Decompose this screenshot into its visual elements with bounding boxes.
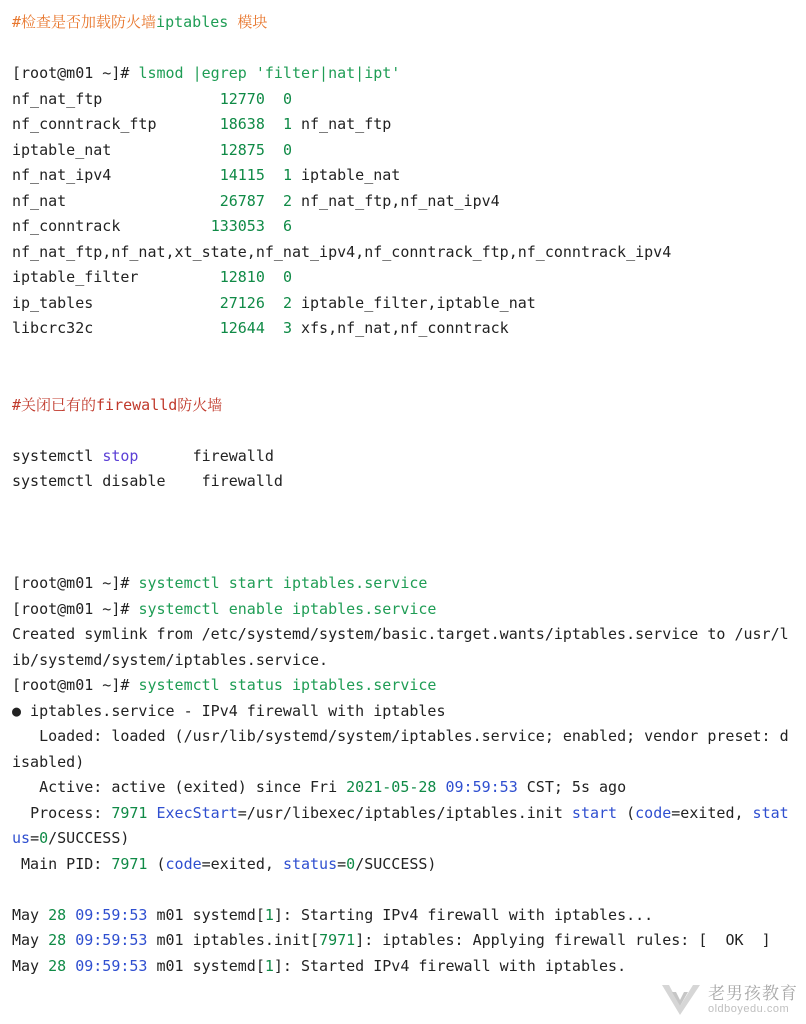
text-segment: #检查是否加载防火墙	[12, 13, 157, 31]
terminal-line	[12, 189, 794, 215]
text-segment: ]: Started IPv4 firewall with iptables.	[273, 956, 627, 975]
text-segment: 26787	[219, 191, 265, 210]
terminal-line	[12, 597, 794, 623]
text-segment: 6	[282, 217, 292, 235]
text-segment	[138, 268, 219, 286]
text-segment: 18638	[219, 115, 265, 133]
terminal-line	[12, 469, 794, 495]
terminal-line	[12, 801, 794, 852]
text-segment: 0	[282, 140, 292, 159]
text-segment: 28	[48, 956, 67, 975]
text-segment: 28	[48, 905, 67, 924]
terminal-line	[12, 852, 794, 878]
text-segment: 0	[282, 268, 292, 286]
terminal-line	[12, 444, 794, 470]
watermark-subtitle: oldboyedu.com	[708, 1003, 790, 1016]
text-segment: =/usr/libexec/iptables/iptables.init	[237, 803, 572, 822]
text-segment: 0	[282, 89, 292, 108]
text-segment: 0	[346, 854, 356, 873]
terminal-line	[12, 673, 794, 699]
text-segment: 12644	[219, 319, 265, 337]
terminal-line	[12, 138, 794, 164]
text-segment	[265, 217, 283, 235]
text-segment: =exited,	[671, 803, 753, 822]
text-segment: =	[337, 854, 347, 873]
text-segment: /SUCCESS)	[355, 854, 437, 873]
comment-line	[12, 10, 794, 36]
text-segment: status	[282, 854, 338, 873]
text-segment: [root@m01 ~]#	[12, 599, 139, 618]
text-segment: =	[30, 829, 40, 847]
terminal-line	[12, 954, 794, 980]
watermark-title: 老男孩教育	[708, 983, 798, 1003]
text-segment: 09:59:53	[445, 778, 518, 796]
text-segment: code	[165, 854, 202, 873]
text-segment: Loaded: loaded (/usr/lib/systemd/system/iptables.service; enabled; vendor preset: disabled)	[12, 727, 789, 771]
blank-line	[12, 520, 794, 546]
text-segment: Created symlink from /etc/systemd/system/basic.target.wants/iptables.service to /usr/lib/systemd/system/iptables.service.	[12, 625, 789, 669]
text-segment: ]: Starting IPv4 firewall with iptables...	[273, 905, 654, 924]
text-segment: 2	[282, 191, 292, 210]
text-segment	[111, 166, 219, 184]
text-segment: /SUCCESS)	[48, 829, 130, 847]
terminal-line	[12, 903, 794, 929]
text-segment: m01 systemd[	[147, 956, 265, 975]
blank-line	[12, 546, 794, 572]
terminal-line	[12, 316, 794, 342]
text-segment	[120, 217, 210, 235]
text-segment: nf_nat_ftp	[291, 115, 392, 133]
text-segment: stop	[102, 446, 139, 465]
text-segment: 1	[282, 115, 292, 133]
text-segment: 3	[282, 319, 292, 337]
text-segment: systemctl enable iptables.service	[138, 599, 437, 618]
text-segment: 27126	[219, 293, 265, 312]
text-segment: 1	[282, 166, 292, 184]
text-segment: libcrc32c	[12, 319, 94, 337]
text-segment: 14115	[219, 166, 265, 184]
text-segment	[265, 90, 283, 108]
text-segment: ip_tables	[12, 293, 94, 312]
text-segment: 12810	[219, 268, 265, 286]
terminal-line	[12, 214, 794, 240]
text-segment: 模块	[228, 13, 268, 31]
text-segment	[93, 294, 219, 312]
text-segment: nf_nat_ipv4	[12, 166, 112, 184]
terminal-line	[12, 87, 794, 113]
terminal-line	[12, 291, 794, 317]
text-segment: (	[147, 854, 166, 873]
text-segment: lsmod |egrep 'filter|nat|ipt'	[138, 64, 401, 82]
text-segment: [root@m01 ~]#	[12, 676, 139, 694]
text-segment: iptable_nat	[12, 140, 112, 159]
text-segment: Process:	[12, 803, 112, 822]
text-segment: nf_nat	[12, 191, 67, 210]
blank-line	[12, 342, 794, 368]
text-segment	[265, 268, 283, 286]
text-segment: #关闭已有的firewalld防火墙	[12, 395, 223, 414]
text-segment: m01 systemd[	[147, 905, 265, 924]
blank-line	[12, 418, 794, 444]
terminal-line	[12, 571, 794, 597]
text-segment: May	[12, 956, 49, 975]
text-segment	[102, 90, 219, 108]
text-segment: 12875	[219, 140, 265, 159]
text-segment	[265, 141, 283, 159]
blank-line	[12, 367, 794, 393]
text-segment: 12770	[219, 89, 265, 108]
text-segment: nf_nat_ftp,nf_nat,xt_state,nf_nat_ipv4,nf_conntrack_ftp,nf_conntrack_ipv4	[12, 242, 672, 261]
text-segment: May	[12, 905, 49, 924]
text-segment: nf_nat_ftp,nf_nat_ipv4	[291, 191, 500, 210]
text-segment: systemctl start iptables.service	[138, 574, 428, 592]
text-segment: 09:59:53	[75, 956, 148, 975]
terminal-line	[12, 61, 794, 87]
v-mark-icon	[660, 982, 702, 1018]
text-segment: systemctl disable firewalld	[12, 472, 283, 490]
text-segment	[66, 957, 75, 975]
text-segment: ExecStart	[156, 803, 238, 822]
text-segment: iptable_filter	[12, 268, 139, 286]
text-segment: iptable_filter,iptable_nat	[291, 293, 536, 312]
blank-line	[12, 495, 794, 521]
text-segment: 7971	[111, 854, 148, 873]
text-segment: [root@m01 ~]#	[12, 64, 139, 82]
text-segment: May	[12, 931, 49, 949]
terminal-line	[12, 775, 794, 801]
text-segment: 28	[48, 931, 67, 949]
text-segment: 0	[39, 829, 49, 847]
text-segment	[265, 294, 283, 312]
blank-line	[12, 877, 794, 903]
watermark-text	[708, 985, 798, 1016]
text-segment: 09:59:53	[75, 931, 148, 949]
terminal-line	[12, 265, 794, 291]
document-body	[12, 10, 794, 979]
text-segment	[66, 906, 75, 924]
text-segment: Active: active (exited) since Fri	[12, 778, 347, 796]
text-segment	[265, 192, 283, 210]
text-segment	[66, 192, 220, 210]
text-segment: iptable_nat	[291, 166, 401, 184]
text-segment: 2021-05-28	[346, 778, 437, 796]
terminal-line	[12, 724, 794, 775]
watermark	[660, 982, 798, 1018]
text-segment: m01 iptables.init[	[147, 931, 320, 949]
text-segment	[157, 115, 220, 133]
text-segment	[265, 166, 283, 184]
text-segment: nf_nat_ftp	[12, 89, 103, 108]
text-segment: nf_conntrack_ftp	[12, 115, 157, 133]
terminal-line	[12, 928, 794, 954]
text-segment	[265, 319, 283, 337]
text-segment: 7971	[319, 931, 356, 949]
terminal-line	[12, 240, 794, 266]
text-segment: nf_conntrack	[12, 217, 121, 235]
terminal-line	[12, 622, 794, 673]
text-segment: code	[635, 803, 672, 822]
text-segment: 7971	[111, 803, 148, 822]
text-segment: CST; 5s ago	[517, 778, 627, 796]
text-segment: 1	[264, 905, 274, 924]
text-segment	[111, 141, 219, 159]
text-segment: ]: iptables: Applying firewall rules: [ OK ]	[355, 931, 771, 949]
terminal-line	[12, 163, 794, 189]
text-segment: firewalld	[138, 446, 274, 465]
text-segment	[265, 115, 283, 133]
text-segment: (	[617, 803, 636, 822]
text-segment: ● iptables.service - IPv4 firewall with iptables	[12, 701, 446, 720]
text-segment: iptables	[156, 13, 229, 31]
text-segment: start	[571, 803, 618, 822]
text-segment: systemctl status iptables.service	[138, 676, 437, 694]
text-segment: Main PID:	[12, 854, 112, 873]
terminal-line	[12, 699, 794, 725]
text-segment	[93, 319, 219, 337]
text-segment	[66, 931, 75, 949]
text-segment: 09:59:53	[75, 905, 148, 924]
text-segment: status	[12, 803, 789, 847]
blank-line	[12, 36, 794, 62]
terminal-line	[12, 112, 794, 138]
text-segment: xfs,nf_nat,nf_conntrack	[291, 319, 509, 337]
comment-line	[12, 393, 794, 419]
text-segment: [root@m01 ~]#	[12, 574, 139, 592]
text-segment: 133053	[210, 217, 265, 235]
text-segment: systemctl	[12, 446, 103, 465]
text-segment: =exited,	[201, 854, 283, 873]
text-segment: 1	[264, 956, 274, 975]
text-segment	[147, 804, 156, 822]
text-segment: 2	[282, 293, 292, 312]
